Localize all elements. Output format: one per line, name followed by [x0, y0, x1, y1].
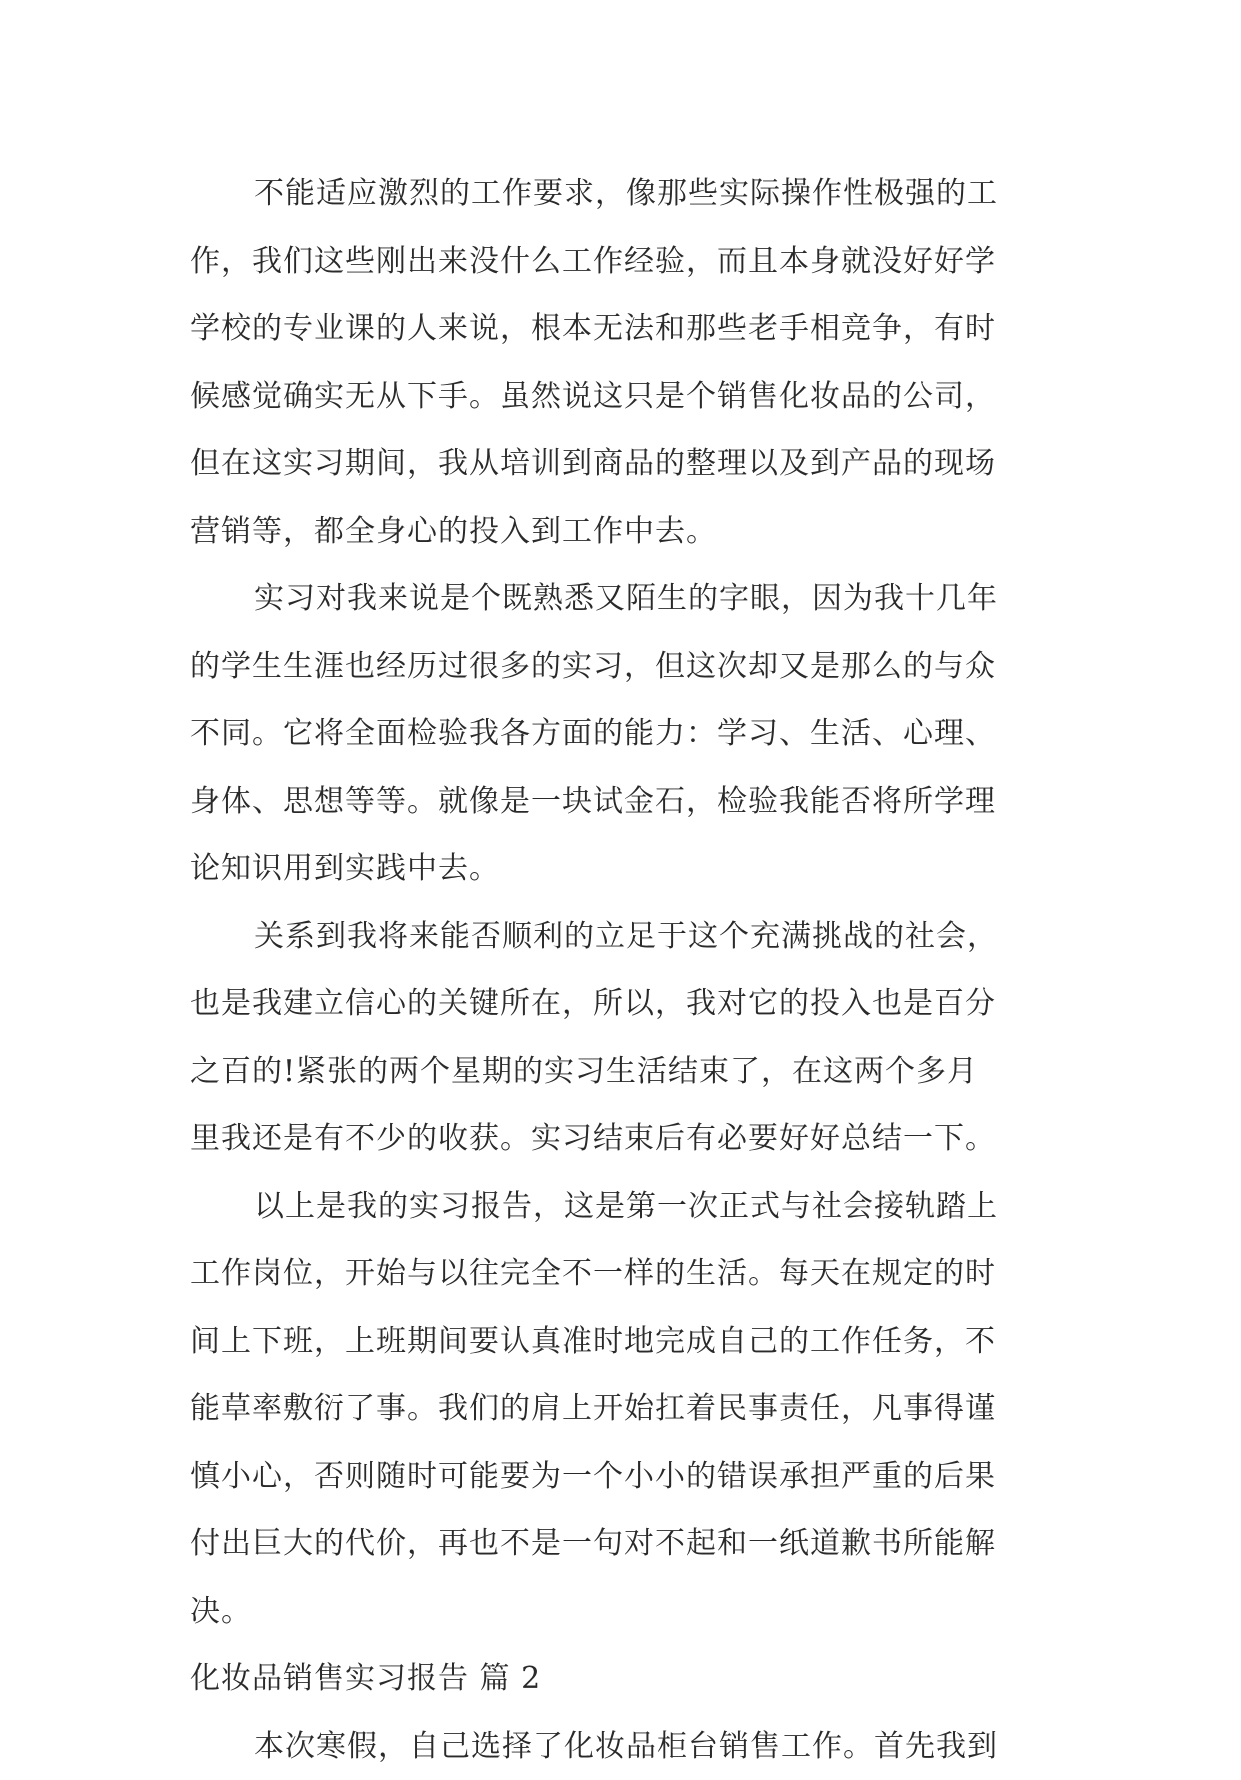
text-line: 实习对我来说是个既熟悉又陌生的字眼，因为我十几年 [190, 565, 1090, 633]
text-line: 决。 [190, 1578, 1090, 1646]
text-line: 之百的!紧张的两个星期的实习生活结束了，在这两个多月 [190, 1038, 1090, 1106]
text-line: 身体、思想等等。就像是一块试金石，检验我能否将所学理 [190, 768, 1090, 836]
paragraph-5 [190, 1713, 1090, 1780]
text-line: 工作岗位，开始与以往完全不一样的生活。每天在规定的时 [190, 1240, 1090, 1308]
text-line: 里我还是有不少的收获。实习结束后有必要好好总结一下。 [190, 1105, 1090, 1173]
text-line: 慎小心，否则随时可能要为一个小小的错误承担严重的后果 [190, 1443, 1090, 1511]
text-line: 能草率敷衍了事。我们的肩上开始扛着民事责任，凡事得谨 [190, 1375, 1090, 1443]
text-line: 本次寒假，自己选择了化妆品柜台销售工作。首先我到 [190, 1713, 1090, 1780]
section-heading: 化妆品销售实习报告 篇 2 [190, 1645, 1090, 1713]
text-line: 不同。它将全面检验我各方面的能力：学习、生活、心理、 [190, 700, 1090, 768]
document-body [190, 160, 1090, 1780]
text-line: 学校的专业课的人来说，根本无法和那些老手相竞争，有时 [190, 295, 1090, 363]
text-line: 的学生生涯也经历过很多的实习，但这次却又是那么的与众 [190, 633, 1090, 701]
paragraph-4 [190, 1173, 1090, 1646]
text-line: 关系到我将来能否顺利的立足于这个充满挑战的社会， [190, 903, 1090, 971]
text-line: 付出巨大的代价，再也不是一句对不起和一纸道歉书所能解 [190, 1510, 1090, 1578]
text-line: 以上是我的实习报告，这是第一次正式与社会接轨踏上 [190, 1173, 1090, 1241]
text-line: 不能适应激烈的工作要求，像那些实际操作性极强的工 [190, 160, 1090, 228]
text-line: 作，我们这些刚出来没什么工作经验，而且本身就没好好学 [190, 228, 1090, 296]
text-line: 营销等，都全身心的投入到工作中去。 [190, 498, 1090, 566]
text-line: 间上下班，上班期间要认真准时地完成自己的工作任务，不 [190, 1308, 1090, 1376]
paragraph-1 [190, 160, 1090, 565]
text-line: 但在这实习期间，我从培训到商品的整理以及到产品的现场 [190, 430, 1090, 498]
text-line: 也是我建立信心的关键所在，所以，我对它的投入也是百分 [190, 970, 1090, 1038]
paragraph-2 [190, 565, 1090, 903]
text-line: 论知识用到实践中去。 [190, 835, 1090, 903]
paragraph-3 [190, 903, 1090, 1173]
text-line: 候感觉确实无从下手。虽然说这只是个销售化妆品的公司， [190, 363, 1090, 431]
